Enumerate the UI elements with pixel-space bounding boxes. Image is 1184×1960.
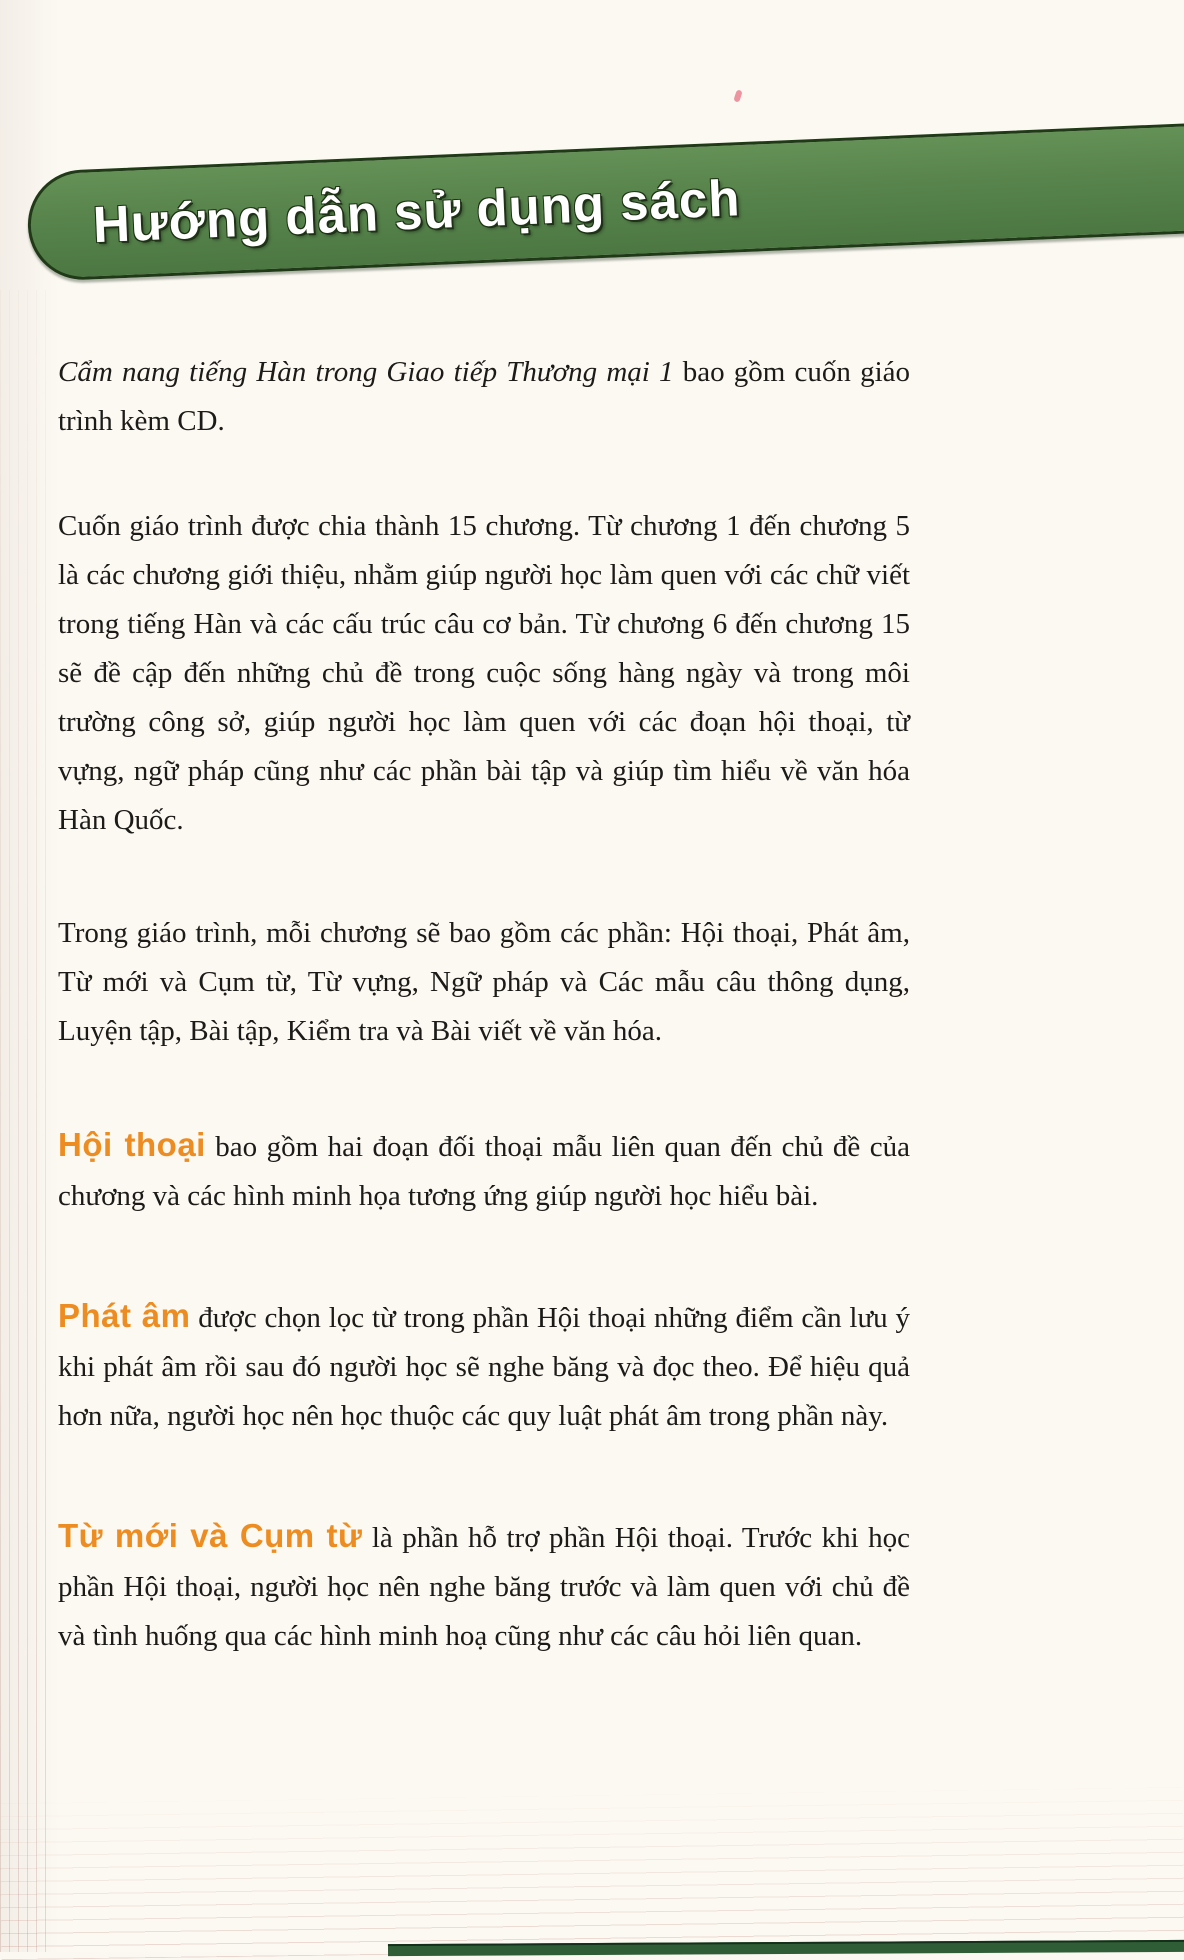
bottom-page-curl-lines bbox=[0, 1774, 1184, 1960]
section-heading-phat-am: Phát âm bbox=[58, 1297, 191, 1334]
paragraph-structure: Cuốn giáo trình được chia thành 15 chương. Từ chương 1 đến chương 5 là các chương giới thiệu, nhằm giúp người học làm quen với các chữ viết trong tiếng Hàn và các cấu trúc câu cơ bản. Từ chương 6 đến chương 15 sẽ đề cập đến những chủ đề trong cuộc sống hàng ngày và trong môi trường công sở, giúp người học làm quen với các đoạn hội thoại, từ vựng, ngữ pháp cũng như các phần bài tập và giúp tìm hiểu về văn hóa Hàn Quốc. bbox=[58, 510, 910, 836]
section-heading-tu-moi-va-cum-tu: Từ mới và Cụm từ bbox=[58, 1517, 363, 1554]
section-tu-moi-va-cum-tu bbox=[58, 1511, 910, 1661]
page-title: Hướng dẫn sử dụng sách bbox=[91, 168, 742, 253]
section-text-phat-am: được chọn lọc từ trong phần Hội thoại những điểm cần lưu ý khi phát âm rồi sau đó người học sẽ nghe băng và đọc theo. Để hiệu quả hơn nữa, người học nên học thuộc các quy luật phát âm trong phần này. bbox=[58, 1302, 910, 1432]
book-title-italic: Cẩm nang tiếng Hàn trong Giao tiếp Thương mại 1 bbox=[58, 356, 674, 388]
scan-artifact-mark bbox=[733, 89, 742, 102]
section-phat-am bbox=[58, 1291, 910, 1441]
paragraph-chapter-parts: Trong giáo trình, mỗi chương sẽ bao gồm các phần: Hội thoại, Phát âm, Từ mới và Cụm từ, Từ vựng, Ngữ pháp và Các mẫu câu thông dụng, Luyện tập, Bài tập, Kiểm tra và Bài viết về văn hóa. bbox=[58, 917, 910, 1047]
chapter-banner bbox=[26, 119, 1184, 282]
intro-paragraph bbox=[58, 348, 910, 446]
page-body bbox=[58, 348, 910, 1731]
section-hoi-thoai bbox=[58, 1120, 910, 1221]
section-text-hoi-thoai: bao gồm hai đoạn đối thoại mẫu liên quan đến chủ đề của chương và các hình minh họa tương ứng giúp người học hiểu bài. bbox=[58, 1131, 910, 1212]
intro-text: bao gồm cuốn giáo trình kèm CD. bbox=[58, 356, 911, 437]
section-text-tu-moi-va-cum-tu: là phần hỗ trợ phần Hội thoại. Trước khi học phần Hội thoại, người học nên nghe băng trước và làm quen với chủ đề và tình huống qua các hình minh hoạ cũng như các câu hỏi liên quan. bbox=[58, 1522, 910, 1652]
page-stack-edge-lines bbox=[0, 290, 46, 1952]
section-heading-hoi-thoai: Hội thoại bbox=[58, 1126, 206, 1163]
